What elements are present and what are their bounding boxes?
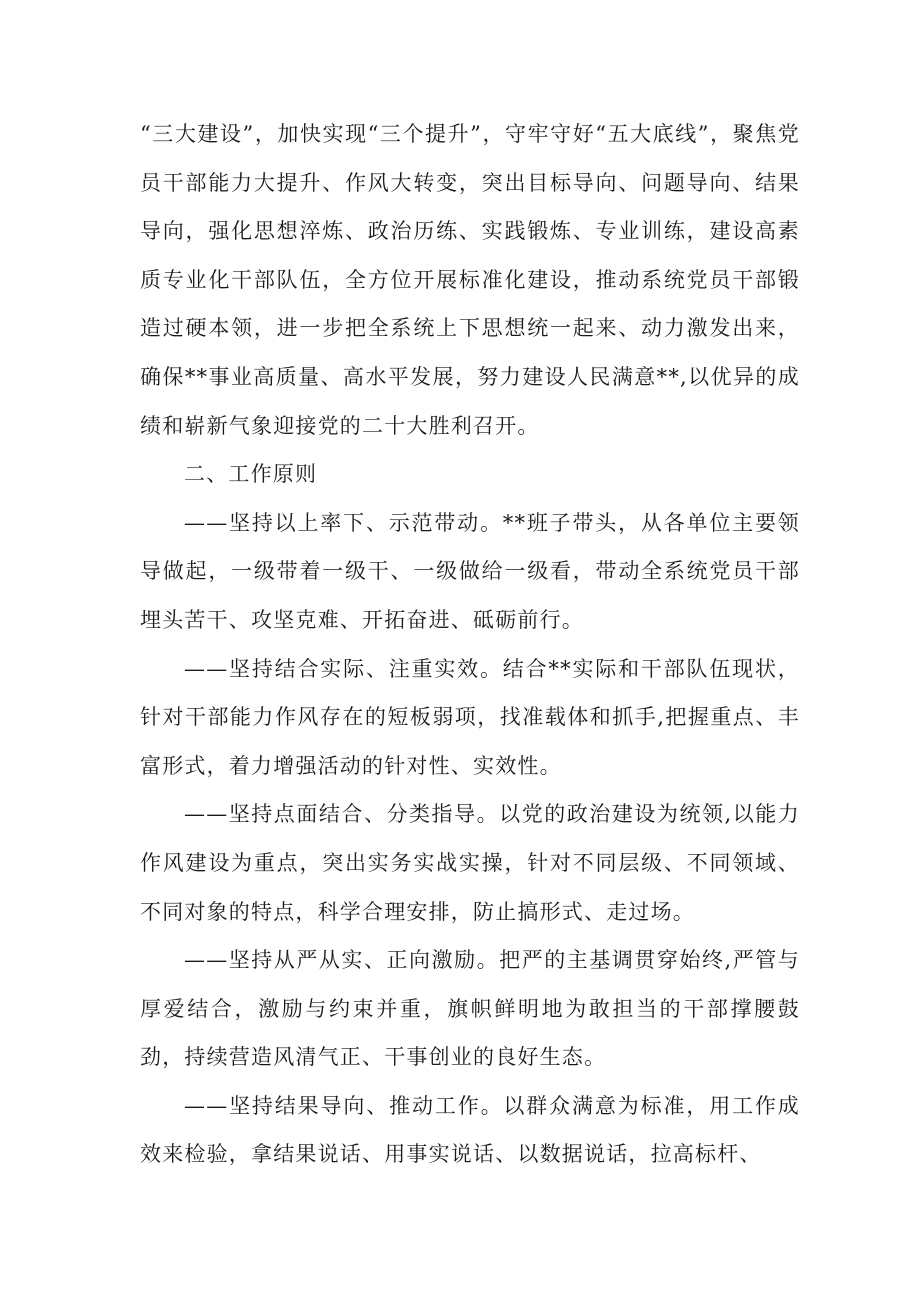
section-heading: 二、工作原则 — [184, 462, 318, 487]
document-body — [140, 110, 800, 1179]
principle-paragraph-4: ——坚持从严从实、正向激励。把严的主基调贯穿始终,严管与厚爱结合，激励与约束并重，旗帜鲜明地为敢担当的干部撑腰鼓劲，持续营造风清气正、干事创业的良好生态。 — [140, 948, 800, 1070]
principle-paragraph-2: ——坚持结合实际、注重实效。结合**实际和干部队伍现状，针对干部能力作风存在的短板弱项，找准载体和抓手,把握重点、丰富形式，着力增强活动的针对性、实效性。 — [140, 656, 800, 778]
intro-paragraph: “三大建设”，加快实现“三个提升”，守牢守好“五大底线”，聚焦党员干部能力大提升、作风大转变，突出目标导向、问题导向、结果导向，强化思想淬炼、政治历练、实践锻炼、专业训练，建设高素质专业化干部队伍，全方位开展标准化建设，推动系统党员干部锻造过硬本领，进一步把全系统上下思想统一起来、动力激发出来，确保**事业高质量、高水平发展，努力建设人民满意**,以优异的成绩和崭新气象迎接党的二十大胜利召开。 — [140, 122, 800, 438]
principle-paragraph-5: ——坚持结果导向、推动工作。以群众满意为标准，用工作成效来检验，拿结果说话、用事实说话、以数据说话，拉高标杆、 — [140, 1093, 800, 1167]
principle-paragraph-1: ——坚持以上率下、示范带动。**班子带头，从各单位主要领导做起，一级带着一级干、一级做给一级看，带动全系统党员干部埋头苦干、攻坚克难、开拓奋进、砥砺前行。 — [140, 510, 800, 632]
principle-paragraph-3: ——坚持点面结合、分类指导。以党的政治建设为统领,以能力作风建设为重点，突出实务实战实操，针对不同层级、不同领域、不同对象的特点，科学合理安排，防止搞形式、走过场。 — [140, 802, 800, 924]
